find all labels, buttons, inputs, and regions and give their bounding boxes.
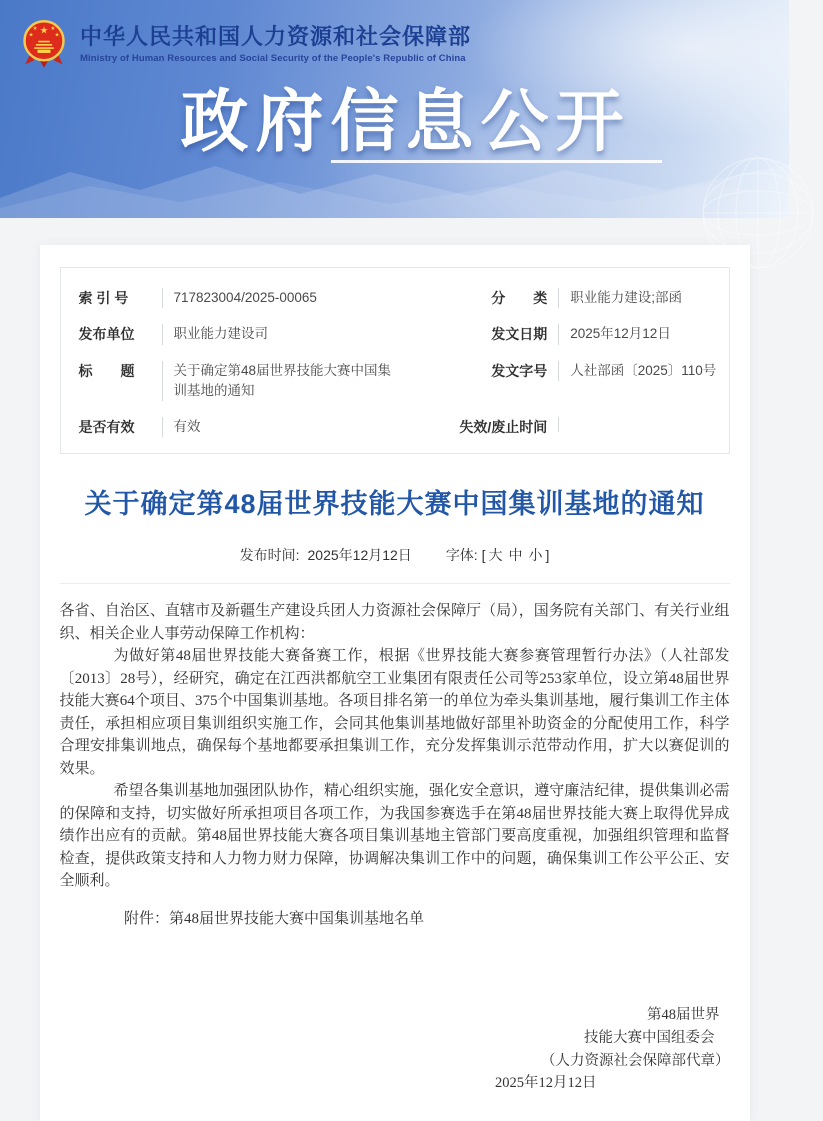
publish-info-row <box>60 545 730 565</box>
font-size-small-button[interactable]: 小 <box>528 547 543 564</box>
signature-line: 技能大赛中国组委会 <box>584 1029 715 1046</box>
attachment-line <box>60 907 730 928</box>
meta-cell-index-number <box>61 288 442 308</box>
meta-value: 人社部函〔2025〕110号 <box>558 361 716 381</box>
meta-value: 关于确定第48届世界技能大赛中国集训基地的通知 <box>162 361 395 402</box>
publish-time-label: 发布时间: <box>239 547 300 564</box>
brand-text <box>80 24 471 64</box>
meta-table <box>60 267 730 454</box>
svg-text:★: ★ <box>50 26 56 33</box>
meta-value: 职业能力建设司 <box>162 324 269 344</box>
ministry-brand[interactable] <box>18 18 471 70</box>
meta-label: 索 引 号 <box>78 290 129 306</box>
font-size-medium-button[interactable]: 中 <box>508 547 523 564</box>
meta-label: 分 类 <box>491 290 548 306</box>
mountains-decoration <box>0 146 789 218</box>
meta-label: 发文字号 <box>491 362 548 379</box>
meta-label: 发布单位 <box>78 326 135 343</box>
attachment-link[interactable]: 第48届世界技能大赛中国集训基地名单 <box>169 910 425 927</box>
signature-line: 第48届世界 <box>647 1006 720 1023</box>
svg-text:★: ★ <box>32 26 38 33</box>
meta-row-issuer <box>61 316 729 352</box>
content-area <box>0 218 789 1092</box>
font-bracket-close: ] <box>545 547 550 564</box>
meta-value: 有效 <box>162 417 201 437</box>
meta-cell-issue-date <box>441 324 728 344</box>
meta-cell-doc-title <box>61 361 442 402</box>
document-body <box>60 600 730 893</box>
ministry-name-en: Ministry of Human Resources and Social Security of the People's Republic of China <box>80 53 466 65</box>
meta-value: 职业能力建设;部函 <box>558 288 682 308</box>
meta-value: 717823004/2025-00065 <box>162 288 317 308</box>
meta-value <box>558 417 570 432</box>
meta-cell-doc-number <box>441 361 728 402</box>
signature-block <box>60 1004 730 1096</box>
svg-text:★: ★ <box>39 25 49 37</box>
signature-date: 2025年12月12日 <box>495 1075 597 1092</box>
site-header <box>0 0 789 218</box>
svg-text:★: ★ <box>28 32 34 39</box>
document-card <box>40 245 750 1121</box>
document-title: 关于确定第48届世界技能大赛中国集训基地的通知 <box>84 489 705 520</box>
meta-cell-expiry-time <box>441 417 728 437</box>
globe-mesh-decoration <box>693 148 823 278</box>
meta-row-index <box>61 280 729 316</box>
national-emblem-icon <box>18 18 70 70</box>
body-paragraph: 为做好第48届世界技能大赛备赛工作，根据《世界技能大赛参赛管理暂行办法》（人社部发〔2013〕28号），经研究，确定在江西洪都航空工业集团有限责任公司等253家单位，设立第48届世界技能大赛64个项目、375个中国集训基地。各项目排名第一的单位为牵头集训基地，履行集训工作主体责任，承担相应项目集训组织实施工作，会同其他集训基地做好部里补助资金的分配使用工作，科学合理安排集训地点，确保每个基地都要承担集训工作，充分发挥集训示范带动作用，扩大以赛促训的效果。 <box>59 648 730 777</box>
meta-label: 是否有效 <box>78 419 135 435</box>
divider <box>60 583 730 584</box>
signature-line: （人力资源社会保障部代章） <box>541 1052 730 1069</box>
svg-text:★: ★ <box>54 32 60 39</box>
meta-row-title <box>61 353 729 410</box>
meta-cell-category <box>441 288 728 308</box>
banner-title: 政府信息公开 <box>180 84 631 160</box>
meta-label: 失效/废止时间 <box>459 419 548 435</box>
font-bracket-open: [ <box>481 547 486 564</box>
body-paragraph: 希望各集训基地加强团队协作，精心组织实施，强化安全意识，遵守廉洁纪律，提供集训必需的保障和支持，切实做好所承担项目各项工作，为我国参赛选手在第48届世界技能大赛上取得优异成绩作出应有的贡献。第48届世界技能大赛各项目集训基地主管部门要高度重视，加强组织管理和监督检查，提供政策支持和人力物力财力保障，协调解决集训工作中的问题，确保集训工作公平公正、安全顺利。 <box>59 783 730 890</box>
publish-date: 2025年12月12日 <box>307 547 412 564</box>
attachment-label: 附件： <box>124 910 170 927</box>
meta-label: 发文日期 <box>491 326 548 343</box>
ministry-name-cn: 中华人民共和国人力资源和社会保障部 <box>80 23 472 49</box>
meta-cell-publisher <box>61 324 442 344</box>
meta-cell-valid-status <box>61 417 442 437</box>
meta-label: 标 题 <box>78 362 135 379</box>
font-size-large-button[interactable]: 大 <box>488 547 503 564</box>
salutation-paragraph: 各省、自治区、直辖市及新疆生产建设兵团人力资源社会保障厅（局），国务院有关部门、有关行业组织、相关企业人事劳动保障工作机构： <box>59 603 730 642</box>
font-size-label: 字体: <box>445 547 478 564</box>
meta-row-validity <box>61 409 729 445</box>
meta-value: 2025年12月12日 <box>558 324 671 344</box>
